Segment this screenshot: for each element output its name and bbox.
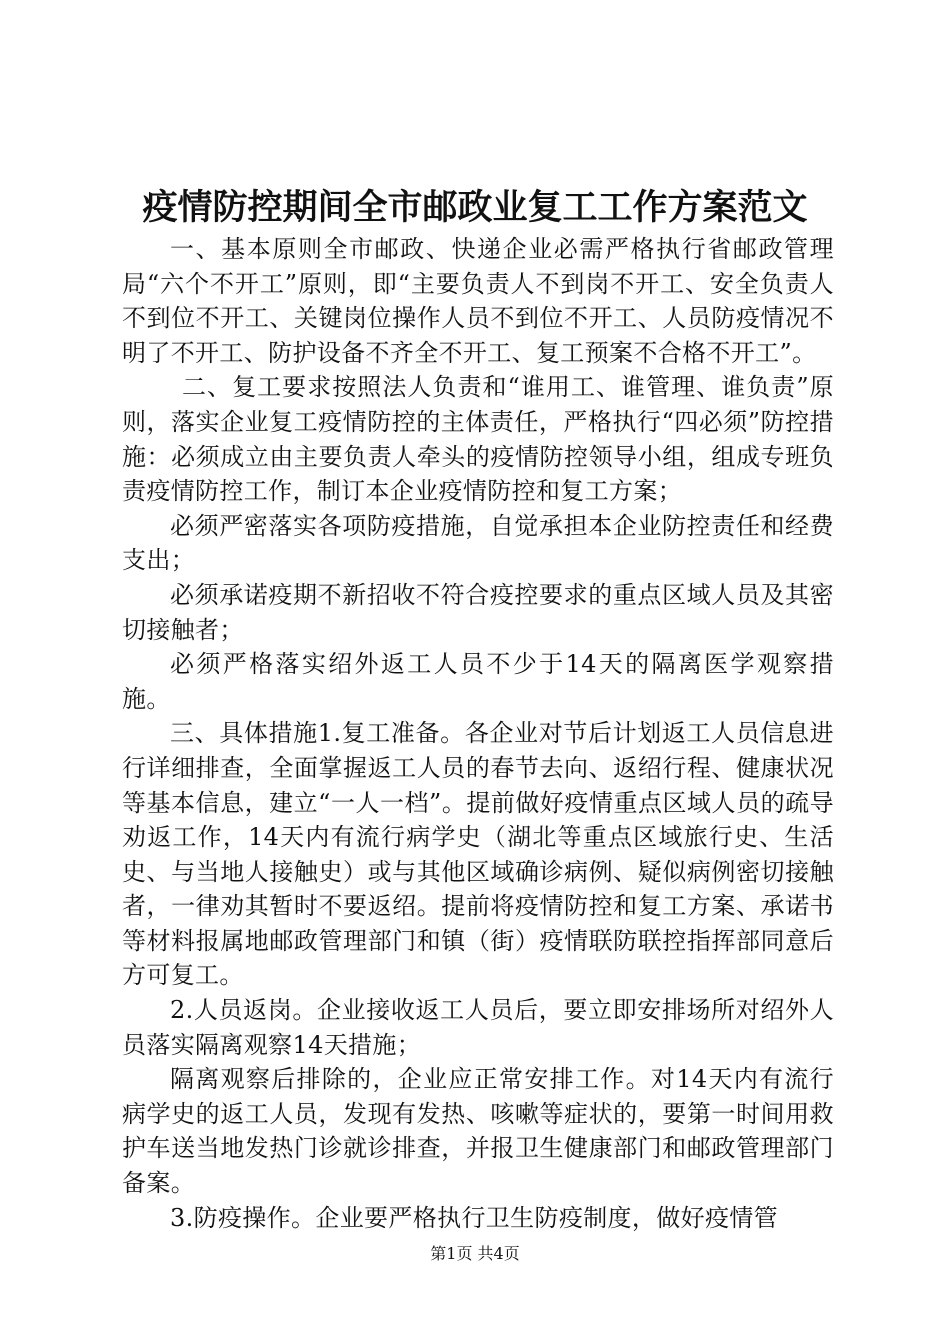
paragraph-resumption-requirements: 二、复工要求按照法人负责和“谁用工、谁管理、谁负责”原则，落实企业复工疫情防控的主体责任，严格执行“四必须”防控措施：必须成立由主要负责人牵头的疫情防控领导小组，组成专班负责疫情防控工作，制订本企业疫情防控和复工方案； — [122, 373, 834, 506]
paragraph-prevention-operations: 3.防疫操作。企业要严格执行卫生防疫制度，做好疫情管 — [170, 1203, 778, 1232]
paragraph-after-quarantine: 隔离观察后排除的，企业应正常安排工作。对14天内有流行病学史的返工人员，发现有发热、咳嗽等症状的，要第一时间用救护车送当地发热门诊就诊排查，并报卫生健康部门和邮政管理部门备案。 — [122, 1065, 834, 1198]
page-number-footer: 第1页 共4页 — [430, 1244, 520, 1263]
paragraph-staff-return: 2.人员返岗。企业接收返工人员后，要立即安排场所对绍外人员落实隔离观察14天措施； — [122, 996, 834, 1059]
paragraph-specific-measures: 三、具体措施1.复工准备。各企业对节后计划返工人员信息进行详细排查，全面掌握返工人员的春节去向、返绍行程、健康状况等基本信息，建立“一人一档”。提前做好疫情重点区域人员的疏导劝返工作，14天内有流行病学史（湖北等重点区域旅行史、生活史、与当地人接触史）或与其他区域确诊病例、疑似病例密切接触者，一律劝其暂时不要返绍。提前将疫情防控和复工方案、承诺书等材料报属地邮政管理部门和镇（街）疫情联防联控指挥部同意后方可复工。 — [122, 719, 834, 990]
paragraph-must-no-new-hires: 必须承诺疫期不新招收不符合疫控要求的重点区域人员及其密切接触者； — [122, 580, 834, 644]
paragraph-must-prevention-measures: 必须严密落实各项防疫措施，自觉承担本企业防控责任和经费支出； — [122, 511, 834, 575]
paragraph-must-quarantine: 必须严格落实绍外返工人员不少于14天的隔离医学观察措施。 — [122, 650, 834, 713]
document-title: 疫情防控期间全市邮政业复工工作方案范文 — [142, 187, 808, 228]
paragraph-basic-principles: 一、基本原则全市邮政、快递企业必需严格执行省邮政管理局“六个不开工”原则，即“主要负责人不到岗不开工、安全负责人不到位不开工、关键岗位操作人员不到位不开工、人员防疫情况不明了不开工、防护设备不齐全不开工、复工预案不合格不开工”。 — [122, 235, 834, 367]
document-body — [122, 232, 834, 1235]
